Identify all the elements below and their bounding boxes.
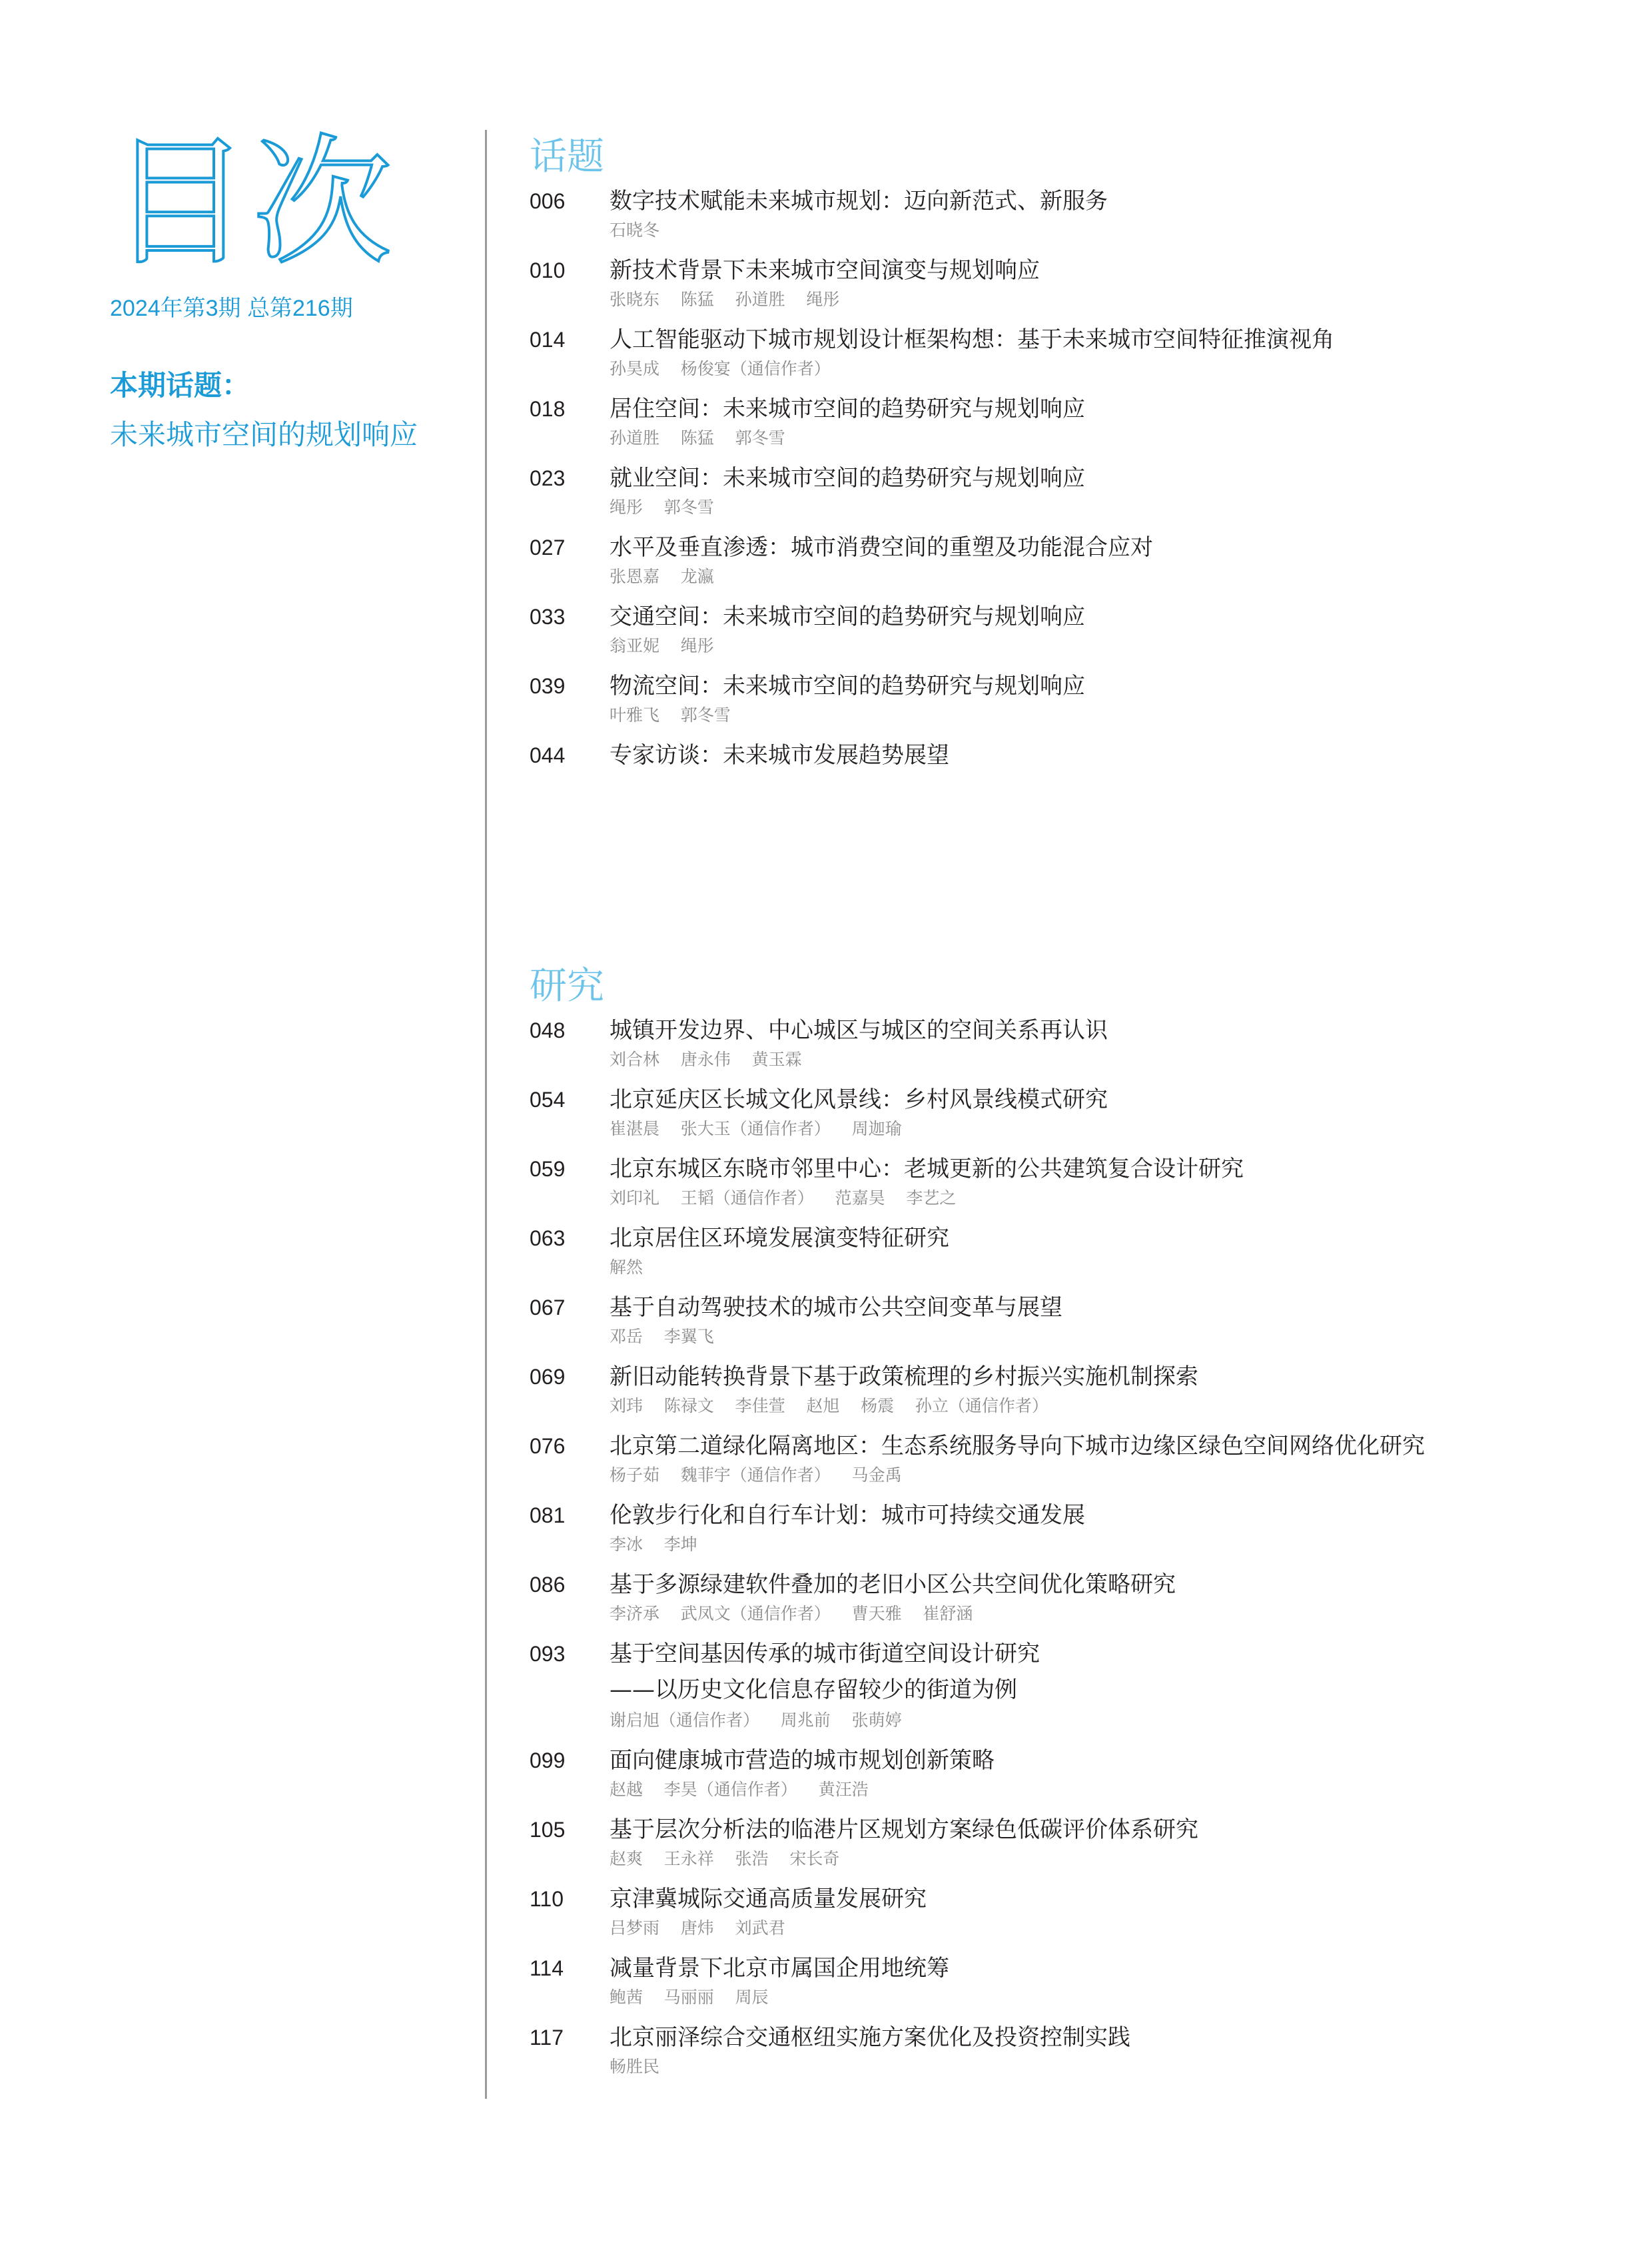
page-number: 059 [530,1157,566,1181]
page-number: 086 [530,1573,566,1597]
page-number: 048 [530,1018,566,1042]
toc-entry[interactable] [530,392,1635,462]
page-number: 105 [530,1818,566,1842]
article-title[interactable]: 基于空间基因传承的城市街道空间设计研究 [610,1641,1040,1667]
page-number: 006 [530,189,566,213]
page-number: 117 [530,2026,564,2050]
page-number: 063 [530,1226,566,1250]
article-authors: 李济承 武凤文（通信作者） 曹天雅 崔舒涵 [610,1604,973,1623]
article-authors: 解然 [610,1258,643,1277]
article-authors: 翁亚妮 绳彤 [610,636,714,655]
article-authors: 赵越 李昊（通信作者） 黄汪浩 [610,1780,869,1799]
toc-entry[interactable] [530,1291,1635,1360]
page-number: 010 [530,258,566,282]
vertical-divider [485,130,487,2099]
article-title[interactable]: 京津冀城际交通高质量发展研究 [610,1886,927,1912]
article-title[interactable]: 数字技术赋能未来城市规划：迈向新范式、新服务 [610,188,1108,214]
article-title[interactable]: 伦敦步行化和自行车计划：城市可持续交通发展 [610,1502,1085,1529]
toc-entry[interactable] [530,600,1635,669]
toc-entry[interactable] [530,1222,1635,1291]
article-authors: 刘合林 唐永伟 黄玉霖 [610,1050,802,1069]
article-title[interactable]: 基于层次分析法的临港片区规划方案绿色低碳评价体系研究 [610,1816,1198,1843]
page-number: 076 [530,1434,566,1458]
article-authors: 张恩嘉 龙瀛 [610,567,714,586]
article-authors: 崔湛晨 张大玉（通信作者） 周迦瑜 [610,1119,902,1138]
section-topics [530,130,1635,808]
page-number: 033 [530,605,566,629]
page-number: 069 [530,1365,566,1389]
page-number: 018 [530,397,566,421]
toc-entry[interactable] [530,254,1635,323]
toc-entry[interactable] [530,1083,1635,1152]
toc-entry[interactable] [530,1952,1635,2021]
toc-entry[interactable] [530,1568,1635,1637]
article-authors: 石晓冬 [610,220,660,240]
article-authors: 赵爽 王永祥 张浩 宋长奇 [610,1849,840,1868]
page-number: 023 [530,466,566,490]
article-title[interactable]: 物流空间：未来城市空间的趋势研究与规划响应 [610,673,1085,699]
article-authors: 绳彤 郭冬雪 [610,498,714,517]
topic-title: 未来城市空间的规划响应 [110,418,418,451]
article-authors: 畅胜民 [610,2057,660,2076]
article-authors: 孙道胜 陈猛 郭冬雪 [610,428,785,448]
toc-entry[interactable] [530,2021,1635,2090]
toc-entry[interactable] [530,1429,1635,1499]
article-title[interactable]: 水平及垂直渗透：城市消费空间的重塑及功能混合应对 [610,534,1153,561]
article-title[interactable]: 减量背景下北京市属国企用地统筹 [610,1955,949,1982]
article-authors: 叶雅飞 郭冬雪 [610,705,731,725]
issue-number: 2024年第3期 总第216期 [110,296,353,321]
section-title: 话题 [530,135,604,179]
page-number: 054 [530,1088,566,1112]
page-number: 044 [530,743,566,767]
article-authors: 鲍茜 马丽丽 周辰 [610,1988,769,2007]
toc-entry[interactable] [530,1014,1635,1083]
section-research [530,959,1635,2090]
page-number: 067 [530,1296,566,1319]
article-authors: 李冰 李坤 [610,1535,697,1554]
page-number: 027 [530,536,566,560]
page-number: 099 [530,1748,566,1772]
article-authors: 张晓东 陈猛 孙道胜 绳彤 [610,290,840,309]
article-title[interactable]: 新旧动能转换背景下基于政策梳理的乡村振兴实施机制探索 [610,1363,1198,1390]
page-number: 114 [530,1956,564,1980]
page-number: 110 [530,1887,564,1911]
topic-label: 本期话题： [110,369,250,402]
toc-entry[interactable] [530,1499,1635,1568]
page-number: 081 [530,1503,566,1527]
toc-entry[interactable] [530,323,1635,392]
article-authors: 吕梦雨 唐炜 刘武君 [610,1918,785,1938]
page-title: 目次 [110,121,396,284]
article-title[interactable]: 城镇开发边界、中心城区与城区的空间关系再认识 [610,1017,1108,1044]
article-authors: 刘印礼 王韬（通信作者） 范嘉昊 李艺之 [610,1188,957,1208]
article-authors: 谢启旭（通信作者） 周兆前 张萌婷 [610,1710,902,1730]
article-title[interactable]: 交通空间：未来城市空间的趋势研究与规划响应 [610,603,1085,630]
article-authors: 邓岳 李翼飞 [610,1327,714,1346]
toc-entry[interactable] [530,1813,1635,1882]
article-authors: 刘玮 陈禄文 李佳萱 赵旭 杨震 孙立（通信作者） [610,1396,1048,1415]
article-title[interactable]: 专家访谈：未来城市发展趋势展望 [610,742,949,769]
page-number: 014 [530,328,566,352]
article-title[interactable]: 北京第二道绿化隔离地区：生态系统服务导向下城市边缘区绿色空间网络优化研究 [610,1433,1425,1459]
article-title[interactable]: 人工智能驱动下城市规划设计框架构想：基于未来城市空间特征推演视角 [610,326,1334,353]
toc-entry[interactable] [530,1360,1635,1429]
page-number: 039 [530,674,566,698]
article-title[interactable]: 居住空间：未来城市空间的趋势研究与规划响应 [610,396,1085,422]
toc-entry[interactable] [530,1152,1635,1222]
article-title[interactable]: 北京延庆区长城文化风景线：乡村风景线模式研究 [610,1086,1108,1113]
article-title[interactable]: 面向健康城市营造的城市规划创新策略 [610,1747,995,1774]
article-authors: 孙昊成 杨俊宴（通信作者） [610,359,831,378]
article-title[interactable]: 北京居住区环境发展演变特征研究 [610,1225,949,1252]
article-title[interactable]: 北京东城区东晓市邻里中心：老城更新的公共建筑复合设计研究 [610,1156,1244,1182]
toc-entry[interactable] [530,1744,1635,1813]
toc-entry[interactable] [530,462,1635,531]
article-title[interactable]: 就业空间：未来城市空间的趋势研究与规划响应 [610,465,1085,492]
section-title: 研究 [530,964,604,1008]
article-title[interactable]: 北京丽泽综合交通枢纽实施方案优化及投资控制实践 [610,2024,1130,2051]
article-subtitle[interactable]: ——以历史文化信息存留较少的街道为例 [610,1677,1017,1703]
toc-entry[interactable] [530,531,1635,600]
article-title[interactable]: 基于自动驾驶技术的城市公共空间变革与展望 [610,1294,1062,1321]
toc-entry[interactable] [530,1882,1635,1952]
page-number: 093 [530,1642,566,1666]
article-title[interactable]: 新技术背景下未来城市空间演变与规划响应 [610,257,1040,284]
toc-entry[interactable] [530,1637,1635,1744]
article-authors: 杨子茹 魏菲宇（通信作者） 马金禹 [610,1465,902,1485]
toc-entry[interactable] [530,739,1635,808]
issue-header [110,121,483,453]
article-title[interactable]: 基于多源绿建软件叠加的老旧小区公共空间优化策略研究 [610,1571,1176,1598]
toc-entry[interactable] [530,669,1635,739]
toc-entry[interactable] [530,185,1635,254]
